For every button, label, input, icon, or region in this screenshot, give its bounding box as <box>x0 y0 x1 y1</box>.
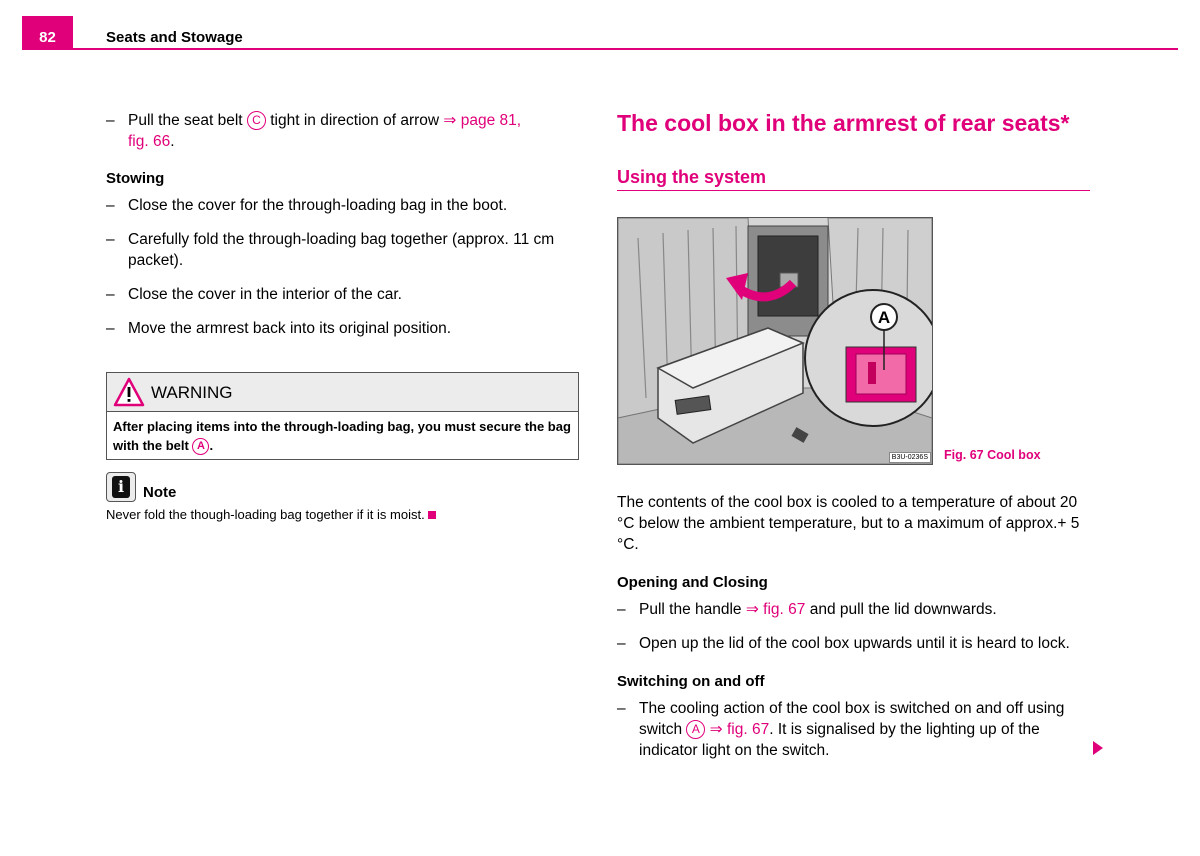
item-text: . <box>170 133 175 150</box>
subsection-rule <box>617 190 1090 191</box>
warning-end: . <box>209 438 214 453</box>
item-text: Close the cover for the through-loading bag in the boot. <box>128 197 508 214</box>
bullet-dash: – <box>617 635 626 652</box>
end-square-icon <box>428 511 436 519</box>
link-arrow: ⇒ <box>443 112 457 129</box>
item-text: Pull the handle <box>639 601 746 618</box>
list-item <box>106 195 578 216</box>
right-column <box>617 492 1092 774</box>
callout-c-icon: C <box>247 111 266 130</box>
warning-body: After placing items into the through-loading bag, you must secure the bag with the belt <box>113 419 571 453</box>
figure-code: B3U-0236S <box>889 452 931 463</box>
bullet-dash: – <box>106 286 115 303</box>
callout-a-icon: A <box>192 438 209 455</box>
item-text: Pull the seat belt <box>128 112 247 129</box>
callout-a-icon: A <box>686 720 705 739</box>
bullet-dash: – <box>106 320 115 337</box>
left-column <box>106 110 578 352</box>
stowing-heading: Stowing <box>106 170 165 187</box>
fig-67-link[interactable]: ⇒ fig. 67 <box>745 601 806 618</box>
figure-callout-a: A <box>877 308 891 327</box>
bullet-dash: – <box>617 700 626 717</box>
section-title: Seats and Stowage <box>106 29 243 46</box>
note-body: Never fold the though-loading bag together if it is moist. <box>106 507 425 522</box>
cool-box-illustration <box>618 218 932 464</box>
list-item <box>617 633 1092 654</box>
note-text <box>106 507 436 522</box>
switching-heading: Switching on and off <box>617 673 765 690</box>
bullet-dash: – <box>106 197 115 214</box>
list-item <box>106 110 578 152</box>
item-text: and pull the lid downwards. <box>805 601 997 618</box>
warning-box <box>106 372 579 460</box>
warning-header <box>107 373 578 412</box>
warning-text <box>107 412 578 460</box>
item-text: Carefully fold the through-loading bag together (approx. 11 cm packet). <box>128 231 555 269</box>
fig-67-link[interactable]: ⇒ fig. 67 <box>705 721 770 738</box>
warning-triangle-icon <box>113 377 145 407</box>
item-text: The cooling action of the cool box is switched on and off using switch <box>639 700 1065 738</box>
header-rule <box>22 48 1178 50</box>
figure-caption: Fig. 67 Cool box <box>944 448 1041 462</box>
cool-box-figure <box>617 217 933 465</box>
list-item <box>106 284 578 305</box>
list-item <box>106 318 578 339</box>
list-item <box>106 229 578 271</box>
item-text: Open up the lid of the cool box upwards until it is heard to lock. <box>639 635 1070 652</box>
continue-arrow-icon <box>1093 741 1103 755</box>
item-text: . It is signalised by the lighting up of the indicator light on the switch. <box>639 721 1040 759</box>
subsection-title: Using the system <box>617 167 767 187</box>
bullet-dash: – <box>106 112 115 129</box>
info-glyph: i <box>112 476 130 498</box>
item-text: Move the armrest back into its original position. <box>128 320 452 337</box>
page-number: 82 <box>22 16 73 50</box>
item-text: tight in direction of arrow <box>265 112 444 129</box>
page-81-link[interactable] <box>443 112 521 129</box>
link-text: page 81, <box>456 112 522 129</box>
note-label: Note <box>143 484 177 501</box>
note-info-icon <box>106 472 136 502</box>
list-item <box>617 698 1092 761</box>
warning-label: WARNING <box>151 383 233 402</box>
page-title: The cool box in the armrest of rear seats* <box>617 110 1070 136</box>
list-item <box>617 599 1092 620</box>
intro-paragraph: The contents of the cool box is cooled to a temperature of about 20 °C below the ambient temperature, but to a maximum of approx.+ 5 °C. <box>617 494 1080 553</box>
bullet-dash: – <box>617 601 626 618</box>
fig-66-link[interactable]: fig. 66 <box>128 133 171 150</box>
item-text: Close the cover in the interior of the car. <box>128 286 402 303</box>
opening-heading: Opening and Closing <box>617 574 768 591</box>
bullet-dash: – <box>106 231 115 248</box>
